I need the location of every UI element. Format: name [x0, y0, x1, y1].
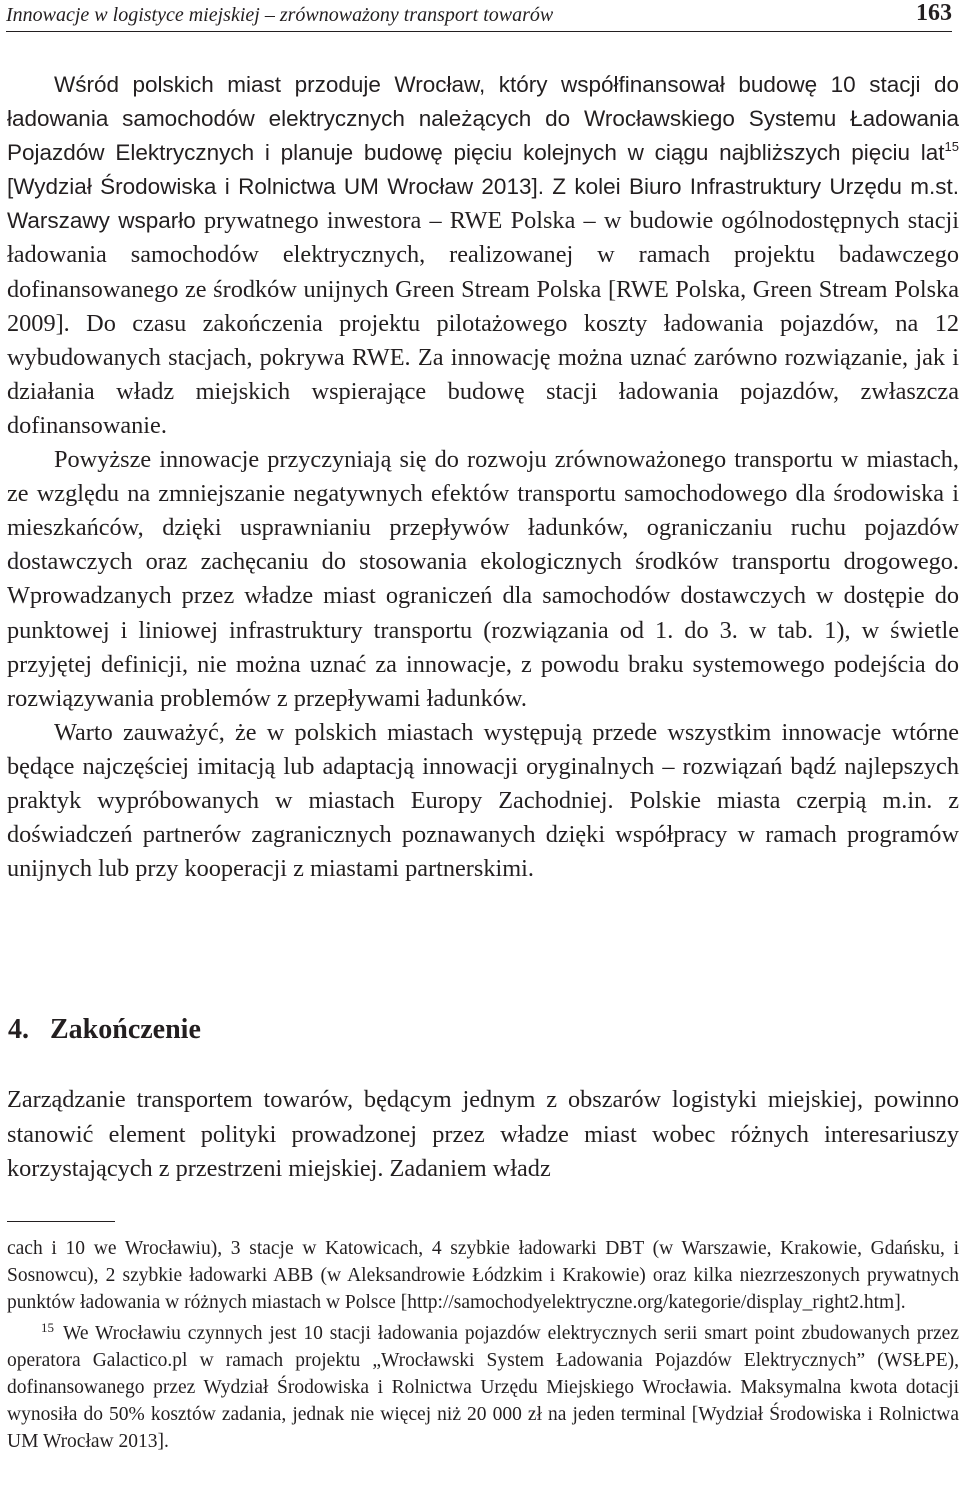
- paragraph-1: [7, 68, 959, 443]
- footnote-continued: cach i 10 we Wrocławiu), 3 stacje w Katowicach, 4 szybkie ładowarki DBT (w Warszawie, Krakowie, Gdańsku, i Sosnowcu), 2 szybkie ładowarki ABB (w Aleksandrowie Łódzkim i Krakowie) oraz kilka niezrzeszonych prywatnych punktów ładowania w różnych miastach w Polsce [http://samochodyelektryczne.org/kategorie/display_right2.htm].: [7, 1238, 959, 1314]
- footnote-ref-15[interactable]: 15: [944, 139, 959, 155]
- section-number: 4.: [8, 1014, 29, 1045]
- footnote-rule: [7, 1221, 115, 1222]
- footnotes: [7, 1235, 959, 1456]
- running-header: [6, 0, 952, 32]
- section-title: Zakończenie: [50, 1014, 201, 1045]
- paragraph-1-part-a: Wśród polskich miast przoduje Wrocław, który współfinansował budowę 10 stacji do ładowania samochodów elektrycznych należących do Wrocławskiego Systemu Ładowania Pojazdów Elektrycznych i planuje budowę pięciu kolejnych w ciągu najbliższych pięciu lat: [7, 72, 959, 166]
- running-title: Innowacje w logistyce miejskiej – zrównoważony transport towarów: [6, 4, 554, 26]
- header-rule: [6, 31, 952, 32]
- paragraph-2: Powyższe innowacje przyczyniają się do rozwoju zrównoważonego transportu w miastach, ze względu na zmniejszanie negatywnych efektów transportu samochodowego dla środowiska i mieszkańców, dzięki usprawnianiu przepływów ładunków, ograniczaniu ruchu pojazdów dostawczych oraz zachęcaniu do stosowania ekologicznych środków transportu drogowego. Wprowadzanych przez władze miast ograniczeń dla samochodów dostawczych w dostępie do punktowej i liniowej infrastruktury transportu (rozwiązania od 1. do 3. w tab. 1), w świetle przyjętej definicji, nie można uznać za innowacje, z powodu braku systemowego podejścia do rozwiązywania problemów z przepływami ładunków.: [7, 446, 959, 712]
- section-heading: [8, 1014, 201, 1046]
- section-paragraph: Zarządzanie transportem towarów, będącym jednym z obszarów logistyki miejskiej, powinno stanowić element polityki prowadzonej przez władze miast wobec różnych interesariuszy korzystających z przestrzeni miejskiej. Zadaniem władz: [7, 1086, 959, 1182]
- paragraph-1-rest: prywatnego inwestora – RWE Polska – w budowie ogólnodostępnych stacji ładowania samochodów elektrycznych, realizowanej w ramach projektu badawczego dofinansowanego ze środków unijnych Green Stream Polska [RWE Polska, Green Stream Polska 2009]. Do czasu zakończenia projektu pilotażowego koszty ładowania pojazdów, na 12 wybudowanych stacjach, pokrywa RWE. Za innowację można uznać zarówno rozwiązanie, jak i działania władz miejskich wspierające budowę stacji ładowania pojazdów, zwłaszcza dofinansowanie.: [7, 207, 959, 439]
- page-number: 163: [916, 0, 952, 26]
- paragraph-1-part-b: [Wydział Środowiska i Rolnictwa UM Wrocław 2013]. Z kolei Biuro Infrastruktury Urzędu m.st. Warszawy wsparło: [7, 174, 959, 234]
- section-body: [7, 1083, 959, 1187]
- main-text: [7, 68, 959, 886]
- paragraph-3: Warto zauważyć, że w polskich miastach występują przede wszystkim innowacje wtórne będące najczęściej imitacją lub adaptacją innowacji oryginalnych – rozwiązań bądź najlepszych praktyk wypróbowanych w miastach Europy Zachodniej. Polskie miasta czerpią m.in. z doświadczeń partnerów zagranicznych poznawanych dzięki współpracy w ramach programów unijnych lub przy kooperacji z miastami partnerskimi.: [7, 718, 959, 883]
- footnote-15-text: We Wrocławiu czynnych jest 10 stacji ładowania pojazdów elektrycznych serii smart point zbudowanych przez operatora Galactico.pl w ramach projektu „Wrocławski System Ładowania Pojazdów Elektrycznych” (WSŁPE), dofinansowanego przez Wydział Środowiska i Rolnictwa Urzędu Miejskiego Wrocławia. Maksymalna kwota dotacji wynosiła do 50% kosztów zadania, jednak nie więcej niż 20 000 zł na jeden terminal [Wydział Środowiska i Rolnictwa UM Wrocław 2013].: [7, 1322, 959, 1453]
- footnote-15: 15 We Wrocławiu czynnych jest 10 stacji ładowania pojazdów elektrycznych serii smart point zbudowanych przez operatora Galactico.pl w ramach projektu „Wrocławski System Ładowania Pojazdów Elektrycznych” (WSŁPE), dofinansowanego przez Wydział Środowiska i Rolnictwa Urzędu Miejskiego Wrocławia. Maksymalna kwota dotacji wynosiła do 50% kosztów zadania, jednak nie więcej niż 20 000 zł na jeden terminal [Wydział Środowiska i Rolnictwa UM Wrocław 2013].: [7, 1319, 959, 1453]
